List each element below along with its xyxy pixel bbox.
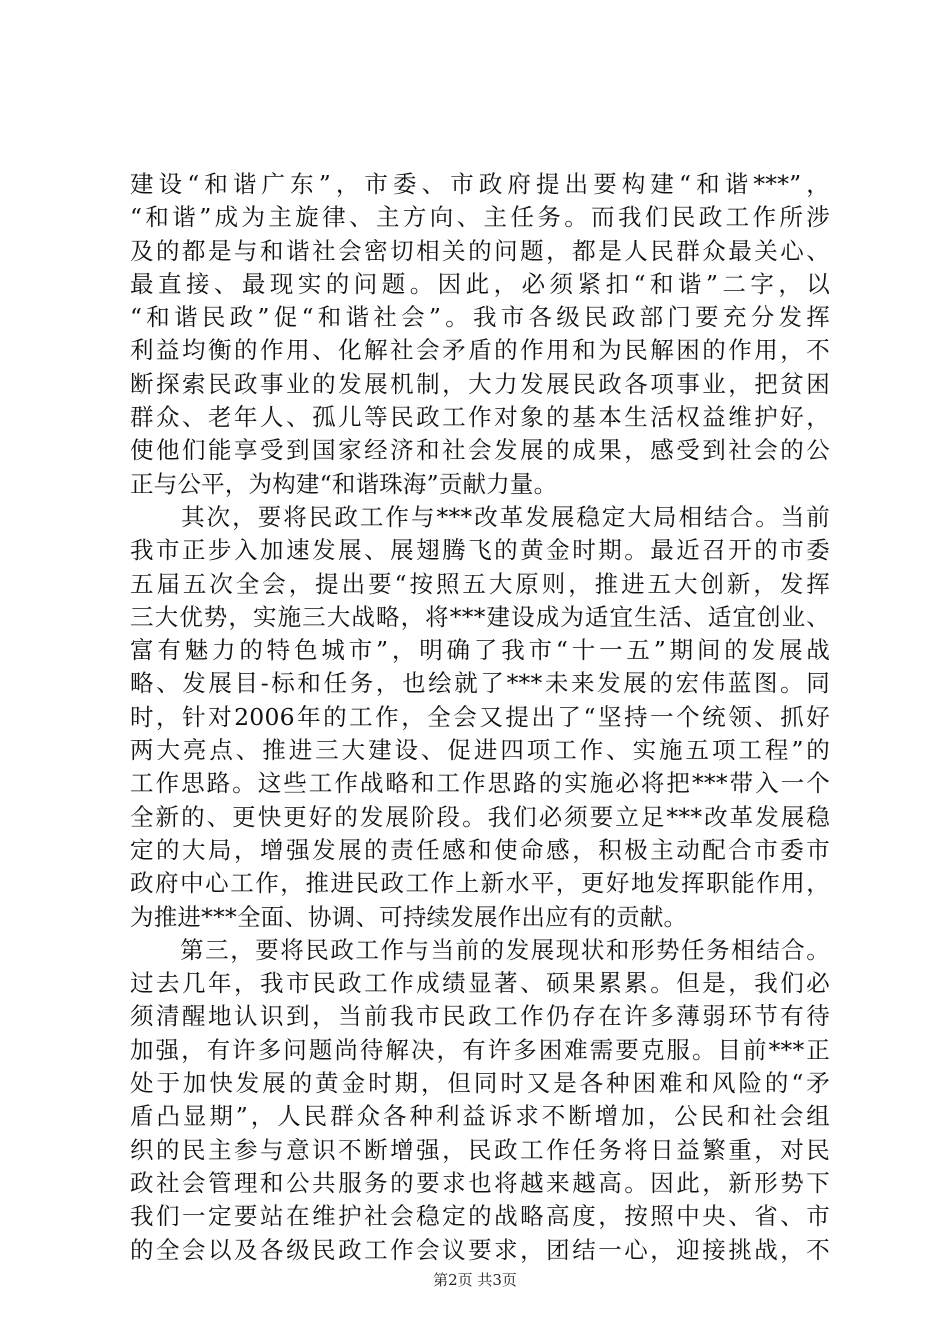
text-line: 政社会管理和公共服务的要求也将越来越高。因此，新形势下 [130, 1168, 830, 1197]
text-line: 两大亮点、推进三大建设、促进四项工作、实施五项工程”的 [130, 736, 830, 765]
text-line: 为推进***全面、协调、可持续发展作出应有的贡献。 [130, 902, 688, 931]
text-line: 定的大局，增强发展的责任感和使命感，积极主动配合市委市 [130, 835, 830, 864]
text-line: 加强，有许多问题尚待解决，有许多困难需要克服。目前***正 [130, 1035, 830, 1064]
text-line: 略、发展目-标和任务，也绘就了***未来发展的宏伟蓝图。同 [130, 669, 830, 698]
text-line: 正与公平，为构建“和谐珠海”贡献力量。 [130, 469, 558, 498]
text-line: 其次，要将民政工作与***改革发展稳定大局相结合。当前 [130, 502, 830, 531]
text-line: 的全会以及各级民政工作会议要求，团结一心，迎接挑战，不 [130, 1235, 830, 1264]
text-line: 第三，要将民政工作与当前的发展现状和形势任务相结合。 [130, 935, 830, 964]
text-line: 全新的、更快更好的发展阶段。我们必须要立足***改革发展稳 [130, 802, 830, 831]
text-line: 我们一定要站在维护社会稳定的战略高度，按照中央、省、市 [130, 1202, 830, 1231]
text-line: 最直接、最现实的问题。因此，必须紧扣“和谐”二字，以 [130, 269, 830, 298]
text-line: 利益均衡的作用、化解社会矛盾的作用和为民解困的作用，不 [130, 336, 830, 365]
text-line: 政府中心工作，推进民政工作上新水平，更好地发挥职能作用， [130, 869, 830, 898]
text-line: 及的都是与和谐社会密切相关的问题，都是人民群众最关心、 [130, 236, 830, 265]
text-line: 织的民主参与意识不断增强，民政工作任务将日益繁重，对民 [130, 1135, 830, 1164]
text-line: 处于加快发展的黄金时期，但同时又是各种困难和风险的“矛 [130, 1069, 830, 1098]
body-text [130, 168, 830, 1267]
text-line: 时，针对2006年的工作，全会又提出了“坚持一个统领、抓好 [130, 702, 830, 731]
text-line: 三大优势，实施三大战略，将***建设成为适宜生活、适宜创业、 [130, 602, 830, 631]
text-line: 富有魅力的特色城市”，明确了我市“十一五”期间的发展战 [130, 636, 830, 665]
text-line: 使他们能享受到国家经济和社会发展的成果，感受到社会的公 [130, 436, 830, 465]
page-number-footer: 第2页 共3页 [433, 1271, 517, 1289]
text-line: 过去几年，我市民政工作成绩显著、硕果累累。但是，我们必 [130, 969, 830, 998]
text-line: 须清醒地认识到，当前我市民政工作仍存在许多薄弱环节有待 [130, 1002, 830, 1031]
text-line: 工作思路。这些工作战略和工作思路的实施必将把***带入一个 [130, 769, 830, 798]
text-line: 断探索民政事业的发展机制，大力发展民政各项事业，把贫困 [130, 369, 830, 398]
text-line: 群众、老年人、孤儿等民政工作对象的基本生活权益维护好， [130, 403, 830, 432]
text-line: 我市正步入加速发展、展翅腾飞的黄金时期。最近召开的市委 [130, 536, 830, 565]
text-line: “和谐民政”促“和谐社会”。我市各级民政部门要充分发挥 [130, 303, 830, 332]
text-line: 五届五次全会，提出要“按照五大原则，推进五大创新，发挥 [130, 569, 830, 598]
text-line: 建设“和谐广东”，市委、市政府提出要构建“和谐***”， [130, 170, 830, 198]
text-line: 盾凸显期”，人民群众各种利益诉求不断增加，公民和社会组 [130, 1102, 830, 1131]
text-line: “和谐”成为主旋律、主方向、主任务。而我们民政工作所涉 [130, 203, 830, 232]
